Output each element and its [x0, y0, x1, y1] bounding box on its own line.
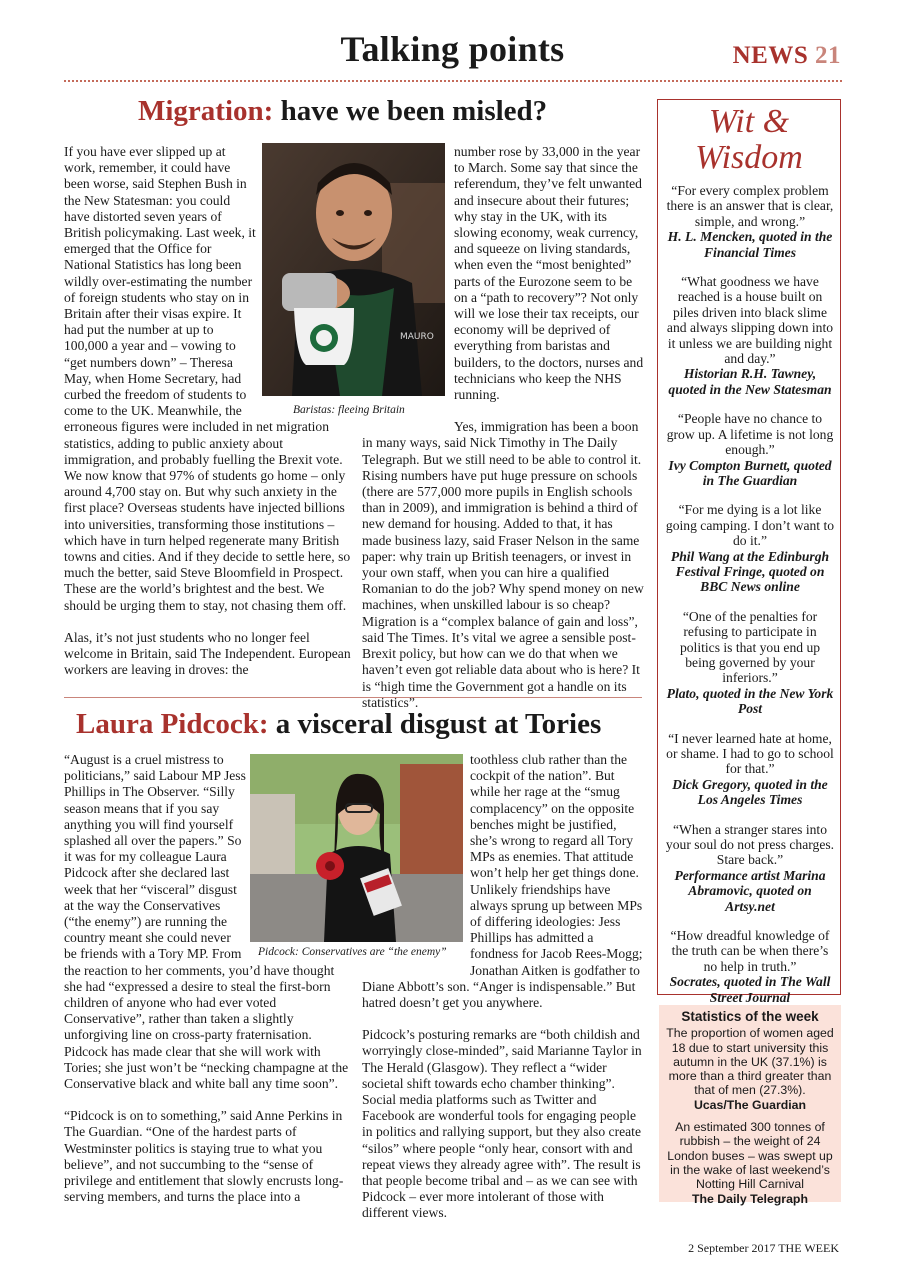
article-divider [64, 697, 642, 698]
pidcock-column-1 [64, 752, 354, 1221]
quote-item: “When a stranger stares into your soul do not press charges. Stare back.” Performance artist Marina Abramovic, quoted on Artsy.net [665, 821, 835, 914]
migration-headline: Migration: have we been misled? [138, 95, 548, 127]
pidcock-column-2 [362, 752, 644, 1238]
statistic-item: An estimated 300 tonnes of rubbish – the weight of 24 London buses – was swept up in the wake of last weekend’s Notting Hill Carnival The Daily Telegraph [667, 1120, 833, 1206]
header-divider [64, 80, 842, 82]
quote-item: “One of the penalties for refusing to participate in politics is that you end up being governed by your inferiors.” Plato, quoted in the New York Post [666, 608, 834, 717]
wit-wisdom-title: Wit & Wisdom [695, 103, 803, 176]
migration-paragraph-2: Alas, it’s not just students who no longer feel welcome in Britain, said The Independent. European workers are leaving in droves: the [64, 629, 351, 678]
statistics-title: Statistics of the week [681, 1009, 819, 1024]
quote-item: “What goodness we have reached is a house built on piles driven into black slime and always slipping down into it unless we are building night and day.” Historian R.H. Tawney, quoted in the New Statesman [666, 274, 834, 397]
quote-item: “How dreadful knowledge of the truth can be when there’s no help in truth.” Socrates, quoted in The Wall Street Journal [669, 928, 831, 1005]
section-name: NEWS [732, 42, 809, 69]
migration-paragraph-3: number rose by 33,000 in the year to March. Some say that since the referendum, they’ve felt unwanted and insecure about their futures; why stay in the UK, with its slowing economy, weak currency, and squeeze on living standards, when even the “most benighted” parts of the Eurozone seem to be on a “path to recovery”? Not only will we lose their tax receipts, our economy will be deprived of everything from baristas and builders, to the doctors, nurses and technicians who keep the NHS running. [454, 144, 644, 403]
statistic-item: The proportion of women aged 18 due to start university this autumn in the UK (37.1%) is more than a third greater than that of men (27.3%). Ucas/The Guardian [666, 1026, 834, 1112]
barista-photo-caption: Baristas: fleeing Britain [293, 404, 405, 416]
quote-item: “For me dying is a lot like going camping. I don’t want to do it.” Phil Wang at the Edinburgh Festival Fringe, quoted on BBC News online [665, 502, 835, 595]
pidcock-photo-caption: Pidcock: Conservatives are “the enemy” [258, 946, 447, 958]
pidcock-paragraph-2: “Pidcock is on to something,” said Anne Perkins in The Guardian. “One of the hardest parts of Westminster politics is staying true to what you believe”, and not succumbing to the “sense of privilege and entitlement that slowly encrusts long-serving members, and turns the place into a [64, 1108, 344, 1205]
section-label [733, 42, 841, 70]
pidcock-headline: Laura Pidcock: a visceral disgust at Tories [76, 708, 602, 740]
page-number: 21 [815, 42, 841, 69]
apron-text: MAURO [400, 332, 434, 342]
migration-column-1 [64, 144, 354, 695]
page-footer: 2 September 2017 THE WEEK [688, 1241, 839, 1255]
pidcock-paragraph-3: toothless club rather than the cockpit of the nation”. But while her rage at the “smug complacency” on the opposite benches might be justified, she’s wrong to regard all Tory MPs as enemies. That attitude won’t help her get things done. Unlikely friendships have always sprung up between MPs of differing ideologies: Jess Phillips has admitted a fondness for Jacob Rees-Mogg; Jonathan Aitken is godfather to Diane Abbott’s son. “Anger is indispensable.” But hatred doesn’t get you anywhere. [362, 752, 643, 1011]
migration-column-2 [362, 144, 644, 727]
quote-item: “For every complex problem there is an answer that is clear, simple, and wrong.” H. L. Mencken, quoted in the Financial Times [666, 183, 834, 260]
migration-paragraph-1: If you have ever slipped up at work, remember, it could have been worse, said Stephen Bush in the New Statesman: you could have distorted seven years of British policymaking. Last week, it emerged that the Office for National Statistics has long been wildly over-estimating the number of foreign students who stay on in Britain after their visas expire. It had put the number at up to 100,000 a year and – vowing to “get numbers down” – Theresa May, when Home Secretary, had curbed the freedom of students to come to the UK. Meanwhile, the erroneous figures were included in net migration statistics, adding to public anxiety about immigration, and probably fuelling the Brexit vote. We now know that 97% of students go home – only around 4,700 stay on. But why such anxiety in the first place? Overseas students have injected billions into universities, transforming those institutions – which have in turn helped regenerate many British towns and cities. And if they decide to settle here, so much the better, said Steve Bloomfield in Prospect. These are the world’s brightest and the best. We should be urging them to stay, not chasing them off. [64, 144, 351, 613]
page-title: Talking points [340, 29, 565, 69]
quote-item: “People have no chance to grow up. A lifetime is not long enough.” Ivy Compton Burnett, quoted in The Guardian [666, 411, 834, 488]
pidcock-paragraph-1: “August is a cruel mistress to politicians,” said Labour MP Jess Phillips in The Observer. “Silly season means that if you say anything you will find yourself splashed all over the papers.” So it was for my colleague Laura Pidcock after she declared last week that her “visceral” disgust at the way the Conservatives (“the enemy”) are running the country meant she could never be friends with a Tory MP. From the reaction to her comments, you’d have thought she had “expressed a desire to steal the first-born children of anyone who had ever voted Conservative”, rather than taken a slightly unforgiving line on cross-party fraternisation. Pidcock has made clear that she will work with Tories; she just won’t be “necking champagne at the Conservative black and white ball any time soon”. [64, 752, 349, 1092]
statistics-box [659, 1005, 841, 1206]
quote-list [664, 183, 836, 1019]
pidcock-paragraph-4: Pidcock’s posturing remarks are “both childish and worryingly close-minded”, said Marianne Taylor in The Herald (Glasgow). They reflect a “wider societal shift towards echo chamber thinking”. Social media platforms such as Twitter and Facebook are wonderful tools for engaging people in politics and rallying support, but they also create “silos” where people “only hear, consort with and repeat views they already agree with”. The result is that people become tribal and – as we can see with Pidcock – ever more intolerant of those with different views. [362, 1027, 642, 1221]
migration-paragraph-4: Yes, immigration has been a boon in many ways, said Nick Timothy in The Daily Telegraph. But we still need to be able to control it. Rising numbers have put huge pressure on schools (there are 577,000 more pupils in English schools than in 2009), and immigration is behind a third of new demand for housing. Added to that, it has made business lazy, said Fraser Nelson in the same paper: why train up British teenagers, or invest in your own staff, when you can hire a qualified Romanian to do the job? Why spend money on new machines, when unskilled labour is so cheap? Migration is a “complex balance of gain and loss”, said The Times. It’s vital we agree a sensible post-Brexit policy, but how can we do that when we haven’t even got reliable data about who is here? It is “high time the Government got a handle on its statistics”. [362, 419, 644, 710]
quote-item: “I never learned hate at home, or shame. I had to go to school for that.” Dick Gregory, quoted in the Los Angeles Times [666, 730, 834, 808]
